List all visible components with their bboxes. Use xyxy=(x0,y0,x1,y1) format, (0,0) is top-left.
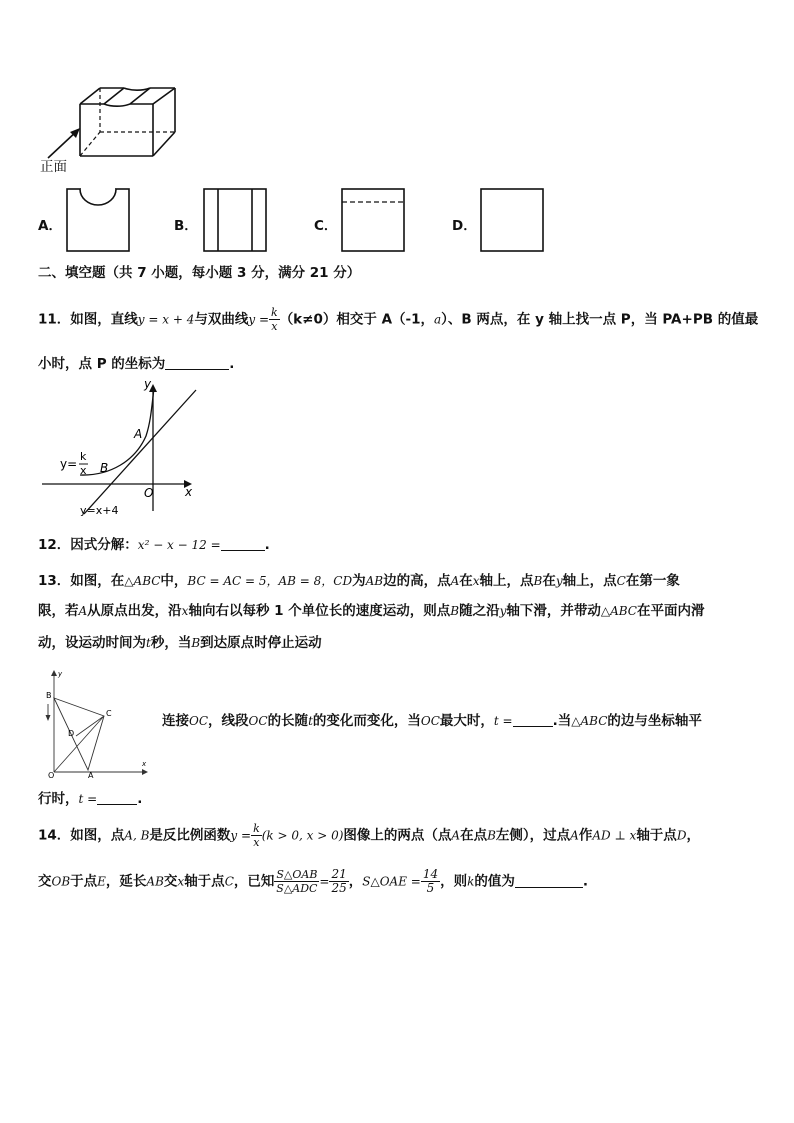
q13-label-c: C xyxy=(106,709,112,718)
option-a-figure xyxy=(64,185,134,255)
q11-line1: 11．如图，直线y = x + 4与双曲线y = $\frac{k}{x}$ （k≠0）相交于 A（-1，a）、B 两点，在 y 轴上找一点 P，当 PA+PB 的值最 xyxy=(38,306,759,333)
q11-hyp-label-num: k xyxy=(80,450,87,463)
q11-point-a-label: A xyxy=(134,427,143,441)
q11-x-axis-label: x xyxy=(185,485,193,499)
q11-point-b-label: B xyxy=(100,461,109,475)
q14-line2: 交OB于点E，延长AB交x轴于点C，已知 $\frac{\text{S△OAB}}{\text{S△ADC}}$ = $\frac{21}{25}$ ，S△OAE = $\frac{14}{5}$ ，则k的值为 . xyxy=(38,867,589,895)
option-a-label[interactable]: A． xyxy=(38,218,62,234)
q13-answer-blank-1[interactable] xyxy=(513,714,553,727)
q14-answer-blank[interactable] xyxy=(515,875,583,888)
q13-label-d: D xyxy=(68,729,75,738)
q13-line2: 限，若A从原点出发，沿x轴向右以每秒 1 个单位长的速度运动，则点B随之沿y轴下滑，并带动△ABC在平面内滑 xyxy=(38,603,705,619)
q14-line1: 14．如图，点A, B是反比例函数y = $\frac{k}{x}$ (k > 0, x > 0)图像上的两点（点A在点B左侧），过点A作AD ⊥ x轴于点D， xyxy=(38,822,700,849)
q11-hyp-label-den: x xyxy=(80,464,87,477)
q13-triangle-figure xyxy=(38,666,150,778)
q13-line3: 动，设运动时间为t秒，当B到达原点时停止运动 xyxy=(38,635,322,651)
q13-line5: 行时，t = . xyxy=(38,791,143,807)
option-b-figure xyxy=(200,185,272,255)
q12-line: 12．因式分解：x² − x − 12 = . xyxy=(38,537,270,553)
q11-line2: 小时，点 P 的坐标为 . xyxy=(38,356,235,372)
q13-label-y: y xyxy=(58,670,63,678)
q11-graph-figure xyxy=(40,376,200,516)
option-d-label[interactable]: D． xyxy=(452,218,477,234)
q11-answer-blank[interactable] xyxy=(165,357,229,370)
q12-answer-blank[interactable] xyxy=(221,538,265,551)
q13-label-b: B xyxy=(46,691,52,700)
q13-line4: 连接OC，线段OC的长随t的变化而变化，当OC最大时，t = .当△ABC的边与坐标轴平 xyxy=(162,713,702,729)
option-b-label[interactable]: B． xyxy=(174,218,198,234)
q13-label-o: O xyxy=(48,771,55,778)
q13-label-x: x xyxy=(142,760,147,768)
q13-label-a: A xyxy=(88,771,94,778)
q11-hyp-label-lhs: y= xyxy=(60,457,78,471)
option-c-figure xyxy=(338,185,410,255)
q13-line1: 13．如图，在△ABC中，BC = AC = 5，AB = 8，CD为AB边的高，点A在x轴上，点B在y轴上，点C在第一象 xyxy=(38,573,680,589)
option-d-figure xyxy=(477,185,549,255)
section-title: 二、填空题（共 7 小题，每小题 3 分，满分 21 分） xyxy=(38,265,361,281)
q11-origin-label: O xyxy=(144,486,154,500)
q11-y-axis-label: y xyxy=(144,377,152,391)
q11-line-label: y=x+4 xyxy=(80,504,119,516)
q13-answer-blank-2[interactable] xyxy=(97,792,137,805)
front-label: 正面 xyxy=(40,159,67,175)
option-c-label[interactable]: C． xyxy=(314,218,338,234)
